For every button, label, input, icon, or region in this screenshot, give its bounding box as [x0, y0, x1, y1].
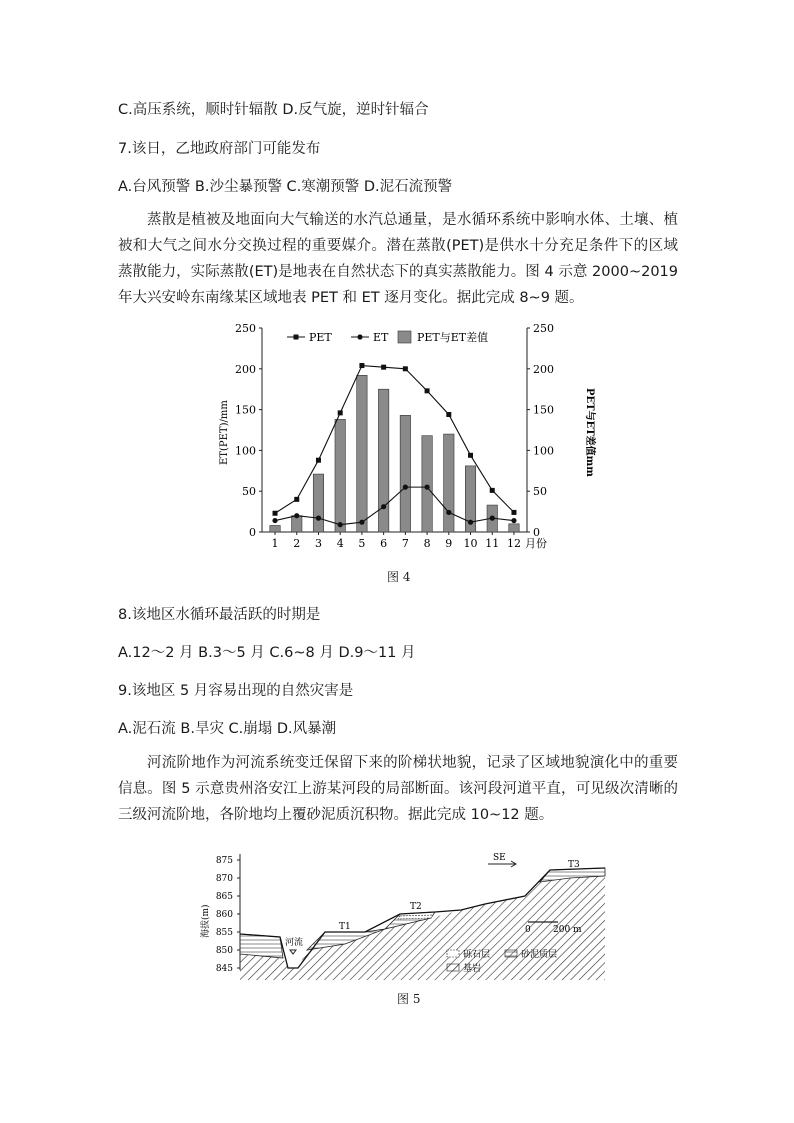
terrace-t2-label: T2 [410, 902, 422, 912]
point-et [359, 520, 364, 525]
figure-5-cross-section [195, 846, 610, 986]
y-tick: 870 [215, 874, 233, 884]
profile-y-ticks [216, 856, 240, 974]
point-et [490, 516, 495, 521]
right-tick-label: 150 [533, 403, 554, 417]
passage-evapotranspiration: 蒸散是植被及地面向大气输送的水汽总通量，是水循环系统中影响水体、土壤、植被和大气之间水分交换过程的重要媒介。潜在蒸散(PET)是供水十分充足条件下的区域蒸散能力，实际蒸散(ET)是地表在自然状态下的真实蒸散能力。图 4 示意 2000~2019 年大兴安岭东南缘某区域地表 PET 和 ET 逐月变化。据此完成 8~9 题。 [118, 212, 678, 306]
bar-difference [400, 415, 410, 532]
river-label: 河流 [285, 938, 304, 948]
bar-difference [378, 389, 388, 532]
bar-difference [357, 375, 367, 532]
legend-gravel-label: 砾石层 [463, 950, 491, 960]
x-axis-unit: 月份 [525, 537, 547, 550]
right-tick-label: 0 [533, 526, 540, 539]
point-et [511, 518, 516, 523]
right-tick-label: 100 [533, 444, 554, 458]
y-tick: 855 [215, 928, 233, 938]
y-tick: 865 [215, 892, 233, 902]
right-tick-label: 250 [533, 322, 554, 335]
point-pet [381, 365, 386, 370]
left-tick-label: 250 [235, 322, 256, 335]
figure-4-chart [205, 318, 600, 563]
question-8-stem: 8.该地区水循环最活跃的时期是 [118, 607, 321, 623]
series-line-et [275, 487, 514, 525]
bar-difference [509, 524, 519, 532]
bar-difference [335, 419, 345, 532]
terrace-t1-label: T1 [339, 922, 351, 932]
terrace-t3-label: T3 [568, 860, 580, 870]
right-tick-label: 200 [533, 362, 554, 376]
point-et [316, 516, 321, 521]
y-tick: 860 [215, 910, 233, 920]
left-tick-label: 0 [249, 526, 256, 539]
sand-layer-left [240, 934, 283, 958]
figure-4-caption: 图 4 [387, 570, 411, 584]
y-tick: 845 [215, 964, 233, 974]
point-et [381, 504, 386, 509]
right-tick-label: 50 [533, 485, 547, 499]
point-pet [490, 488, 495, 493]
x-tick-label: 1 [271, 537, 279, 550]
legend-pet-label: PET [309, 331, 332, 344]
water-level-icon [290, 950, 296, 954]
point-et [403, 485, 408, 490]
point-pet [468, 453, 473, 458]
x-tick-label: 8 [423, 537, 431, 550]
point-pet [446, 412, 451, 417]
legend-pet-marker [294, 335, 299, 340]
legend-sand-label: 砂泥质层 [521, 950, 558, 960]
point-pet [425, 388, 430, 393]
legend-bedrock-swatch [447, 964, 459, 971]
x-tick-label: 6 [380, 537, 388, 550]
bar-difference [444, 434, 454, 532]
x-tick-label: 9 [445, 537, 453, 550]
left-tick-label: 200 [235, 362, 256, 376]
legend-sand-swatch [505, 950, 517, 957]
scale-length: 200 m [553, 925, 582, 935]
point-et [468, 520, 473, 525]
x-tick-label: 3 [314, 537, 322, 550]
x-tick-label: 12 [506, 537, 521, 550]
series-line-pet [275, 366, 514, 514]
x-tick-label: 10 [463, 537, 478, 550]
legend-et-marker [357, 334, 362, 339]
point-pet [273, 511, 278, 516]
profile-y-label: 海拔(m) [201, 904, 211, 938]
x-tick-label: 11 [485, 537, 500, 550]
left-tick-label: 100 [235, 444, 256, 458]
bedrock [240, 876, 605, 980]
point-pet [511, 510, 516, 515]
y-axis-label: ET(PET)/mm [219, 400, 230, 465]
x-tick-label: 7 [401, 537, 409, 550]
point-et [446, 510, 451, 515]
legend-et-label: ET [373, 331, 389, 344]
point-pet [359, 363, 364, 368]
question-6-options: C.高压系统，顺时针辐散 D.反气旋，逆时针辐合 [118, 102, 429, 118]
x-tick-label: 4 [336, 537, 344, 550]
point-pet [403, 366, 408, 371]
left-tick-label: 50 [242, 485, 256, 499]
bar-difference [313, 474, 323, 532]
left-tick-label: 150 [235, 403, 256, 417]
y-axis-right-label: PET与ET差值mm [584, 388, 595, 477]
bar-difference [270, 525, 280, 532]
x-tick-label: 5 [358, 537, 366, 550]
question-9-stem: 9.该地区 5 月容易出现的自然灾害是 [118, 683, 354, 699]
question-9-options: A.泥石流 B.旱灾 C.崩塌 D.风暴潮 [118, 721, 337, 737]
legend-diff-label: PET与ET差值 [417, 331, 489, 344]
point-et [338, 522, 343, 527]
y-tick: 850 [215, 946, 233, 956]
legend-diff-swatch [398, 331, 411, 343]
point-pet [338, 410, 343, 415]
legend-gravel-swatch [447, 950, 459, 957]
legend-bedrock-label: 基岩 [463, 964, 482, 974]
scale-zero: 0 [525, 925, 531, 935]
question-7-options: A.台风预警 B.沙尘暴预警 C.寒潮预警 D.泥石流预警 [118, 179, 453, 195]
bar-difference [422, 436, 432, 532]
direction-label: SE [493, 853, 506, 863]
figure-5-caption: 图 5 [397, 992, 421, 1006]
point-et [272, 518, 277, 523]
point-et [294, 513, 299, 518]
y-tick: 875 [215, 856, 233, 866]
x-tick-label: 2 [293, 537, 301, 550]
point-pet [316, 458, 321, 463]
passage-river-terraces: 河流阶地作为河流系统变迁保留下来的阶梯状地貌，记录了区域地貌演化中的重要信息。图 5 示意贵州洛安江上游某河段的局部断面。该河段河道平直，可见级次清晰的三级河流阶地，各阶地均上覆砂泥质沉积物。据此完成 10~12 题。 [118, 755, 678, 823]
point-pet [294, 497, 299, 502]
question-7-stem: 7.该日，乙地政府部门可能发布 [118, 141, 321, 157]
question-8-options: A.12～2 月 B.3～5 月 C.6~8 月 D.9～11 月 [118, 645, 416, 661]
point-et [424, 485, 429, 490]
